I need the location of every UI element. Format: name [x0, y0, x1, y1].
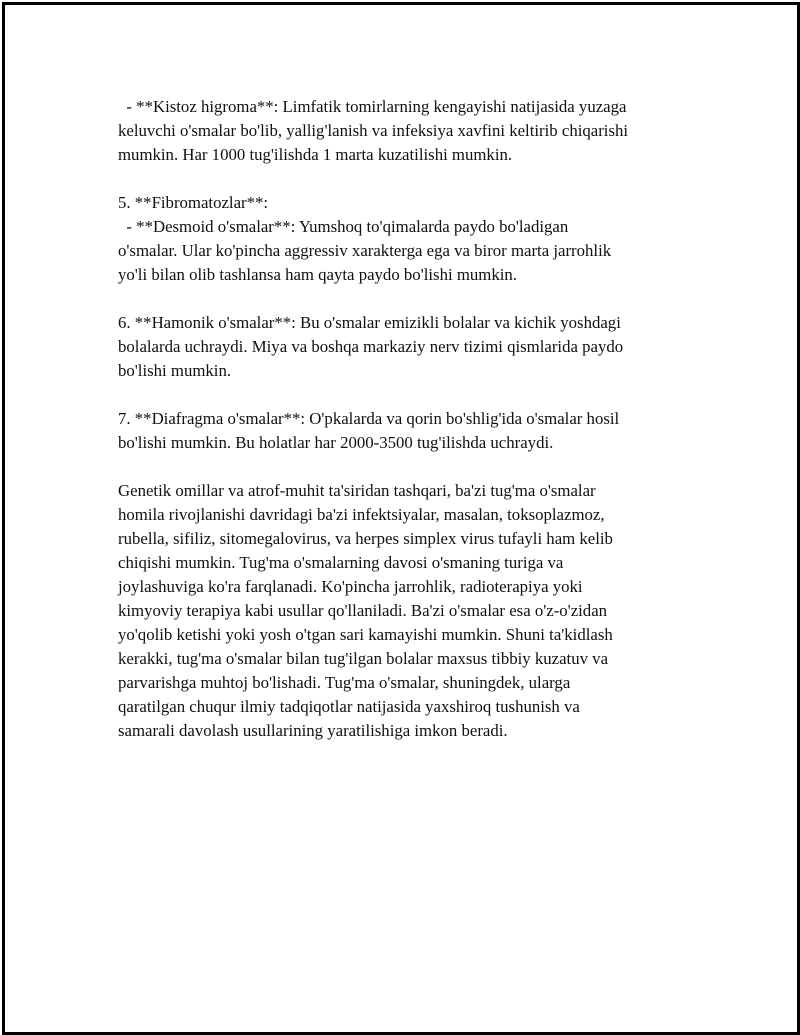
- text-line: bolalarda uchraydi. Miya va boshqa markaziy nerv tizimi qismlarida paydo: [118, 337, 624, 356]
- text-line: samarali davolash usullarining yaratilishiga imkon beradi.: [118, 721, 508, 740]
- paragraph-hamonik-osmalar: [118, 311, 698, 383]
- text-line: yo'li bilan olib tashlansa ham qayta paydo bo'lishi mumkin.: [118, 265, 517, 284]
- paragraph-kistoz-higroma: [118, 95, 698, 167]
- paragraph-diafragma-osmalar: [118, 407, 698, 455]
- text-line: - **Kistoz higroma**: Limfatik tomirlarning kengayishi natijasida yuzaga: [118, 97, 627, 116]
- paragraph-genetik-omillar: [118, 479, 698, 743]
- text-line: chiqishi mumkin. Tug'ma o'smalarning davosi o'smaning turiga va: [118, 553, 564, 572]
- text-line: 7. **Diafragma o'smalar**: O'pkalarda va qorin bo'shlig'ida o'smalar hosil: [118, 409, 620, 428]
- text-line: kerakki, tug'ma o'smalar bilan tug'ilgan bolalar maxsus tibbiy kuzatuv va: [118, 649, 609, 668]
- text-line: homila rivojlanishi davridagi ba'zi infektsiyalar, masalan, toksoplazmoz,: [118, 505, 605, 524]
- text-line: 6. **Hamonik o'smalar**: Bu o'smalar emizikli bolalar va kichik yoshdagi: [118, 313, 621, 332]
- text-line: o'smalar. Ular ko'pincha aggressiv xarakterga ega va biror marta jarrohlik: [118, 241, 612, 260]
- document-body: [118, 95, 698, 767]
- text-line: parvarishga muhtoj bo'lishadi. Tug'ma o'smalar, shuningdek, ularga: [118, 673, 571, 692]
- text-line: rubella, sifiliz, sitomegalovirus, va herpes simplex virus tufayli ham kelib: [118, 529, 613, 548]
- text-line: kimyoviy terapiya kabi usullar qo'llaniladi. Ba'zi o'smalar esa o'z-o'zidan: [118, 601, 608, 620]
- text-line: 5. **Fibromatozlar**:: [118, 193, 269, 212]
- text-line: - **Desmoid o'smalar**: Yumshoq to'qimalarda paydo bo'ladigan: [118, 217, 569, 236]
- text-line: qaratilgan chuqur ilmiy tadqiqotlar natijasida yaxshiroq tushunish va: [118, 697, 580, 716]
- paragraph-fibromatozlar: [118, 191, 698, 287]
- text-line: bo'lishi mumkin.: [118, 361, 232, 380]
- text-line: joylashuviga ko'ra farqlanadi. Ko'pincha jarrohlik, radioterapiya yoki: [118, 577, 583, 596]
- text-line: Genetik omillar va atrof-muhit ta'siridan tashqari, ba'zi tug'ma o'smalar: [118, 481, 596, 500]
- text-line: keluvchi o'smalar bo'lib, yallig'lanish va infeksiya xavfini keltirib chiqarishi: [118, 121, 629, 140]
- text-line: mumkin. Har 1000 tug'ilishda 1 marta kuzatilishi mumkin.: [118, 145, 513, 164]
- text-line: bo'lishi mumkin. Bu holatlar har 2000-3500 tug'ilishda uchraydi.: [118, 433, 554, 452]
- text-line: yo'qolib ketishi yoki yosh o'tgan sari kamayishi mumkin. Shuni ta'kidlash: [118, 625, 613, 644]
- document-page: [2, 2, 800, 1035]
